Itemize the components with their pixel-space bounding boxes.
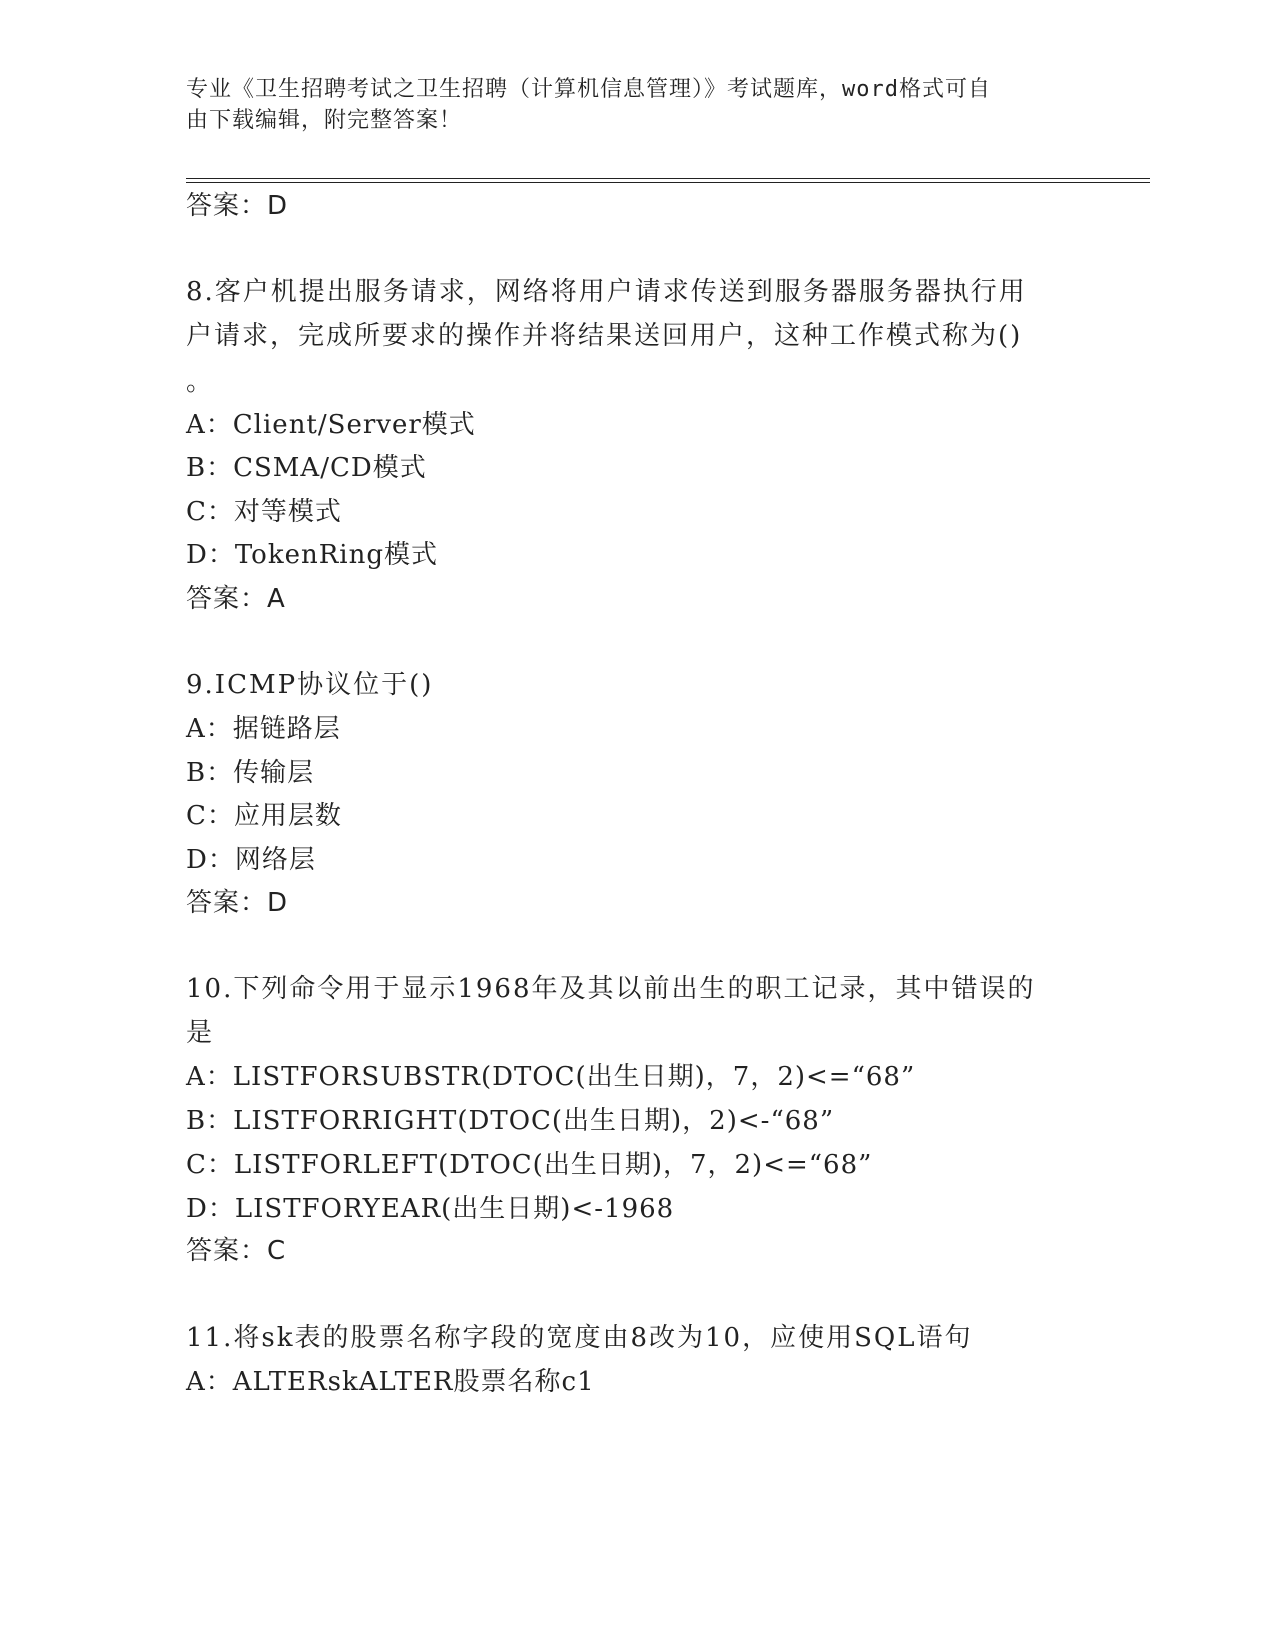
question-8-stem-line-1: 8.客户机提出服务请求，网络将用户请求传送到服务器服务器执行用 [186, 277, 1027, 307]
previous-answer: 答案：D [186, 191, 289, 221]
question-10-stem-line-2: 是 [186, 1018, 215, 1048]
question-8-stem-line-3: 。 [186, 367, 215, 397]
question-8-option-c: C：对等模式 [186, 497, 342, 527]
question-8-stem-line-2: 户请求，完成所要求的操作并将结果送回用户，这种工作模式称为() [186, 321, 1023, 351]
question-10-answer: 答案：C [186, 1236, 287, 1266]
question-11-stem-line-1: 11.将sk表的股票名称字段的宽度由8改为10，应使用SQL语句 [186, 1323, 973, 1353]
header-line-2: 由下载编辑，附完整答案！ [186, 108, 463, 133]
question-9-option-b: B：传输层 [186, 758, 315, 788]
question-9-option-a: A：据链路层 [186, 714, 341, 744]
header-rule-bottom [186, 182, 1150, 183]
question-9-answer: 答案：D [186, 888, 289, 918]
question-10-option-d: D：LISTFORYEAR(出生日期)<-1968 [186, 1194, 675, 1224]
question-11-option-a: A：ALTERskALTER股票名称c1 [186, 1367, 595, 1397]
question-10-option-c: C：LISTFORLEFT(DTOC(出生日期)，7，2)<=“68” [186, 1150, 873, 1180]
question-10-option-b: B：LISTFORRIGHT(DTOC(出生日期)，2)<-“68” [186, 1106, 835, 1136]
question-10-stem-line-1: 10.下列命令用于显示1968年及其以前出生的职工记录，其中错误的 [186, 974, 1036, 1004]
question-9-option-c: C：应用层数 [186, 801, 342, 831]
header-line-1: 专业《卫生招聘考试之卫生招聘（计算机信息管理）》考试题库，word格式可自 [186, 77, 991, 102]
question-8-option-b: B：CSMA/CD模式 [186, 453, 427, 483]
question-8-option-d: D：TokenRing模式 [186, 540, 438, 570]
question-10-option-a: A：LISTFORSUBSTR(DTOC(出生日期)，7，2)<=“68” [186, 1062, 916, 1092]
question-9-stem-line-1: 9.ICMP协议位于() [186, 670, 434, 700]
question-9-option-d: D：网络层 [186, 845, 316, 875]
question-8-answer: 答案：A [186, 584, 286, 614]
question-8-option-a: A：Client/Server模式 [186, 410, 476, 440]
document-header [186, 74, 1066, 136]
header-rule-top [186, 178, 1150, 179]
